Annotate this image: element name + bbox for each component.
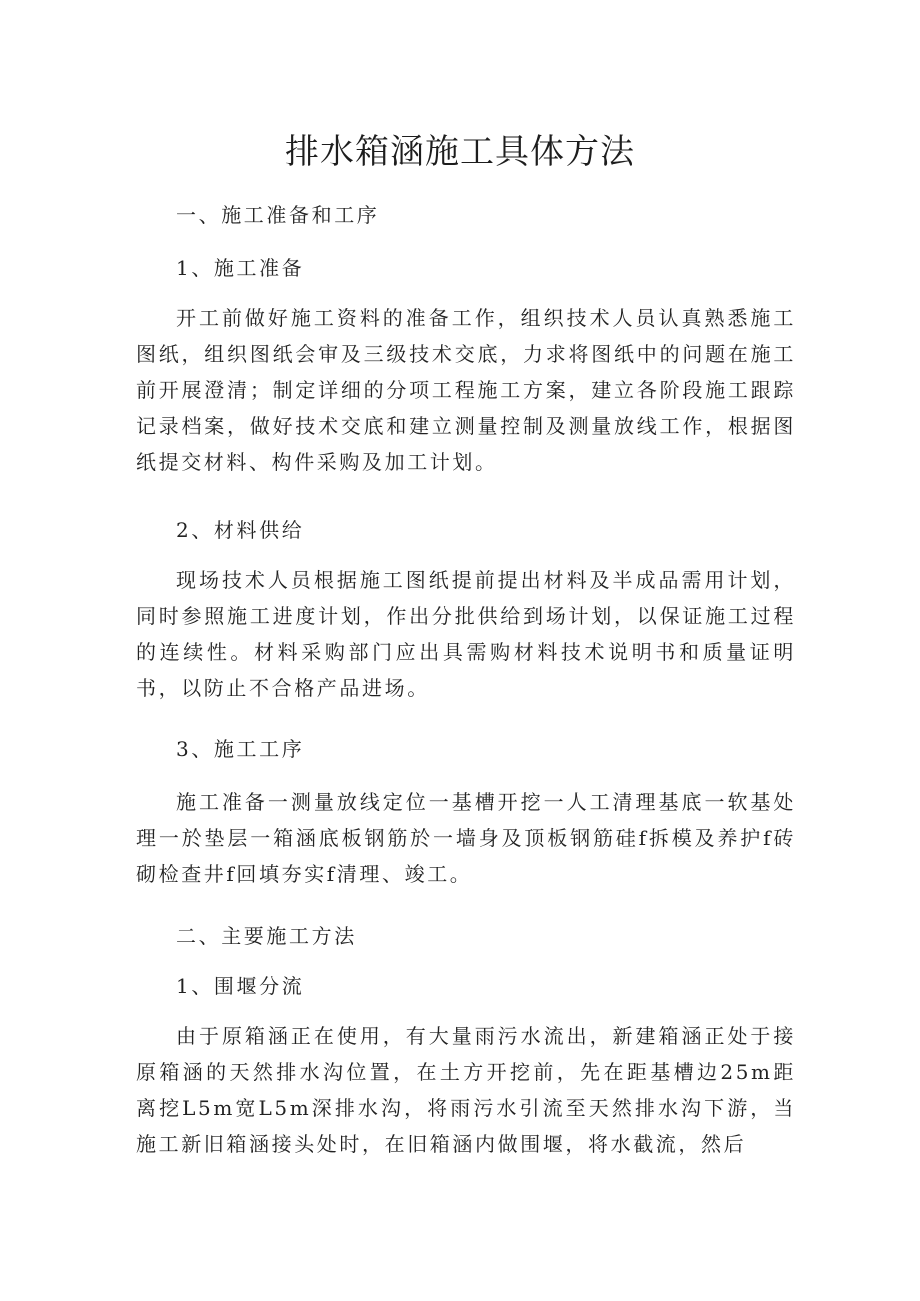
paragraph-construction-preparation: 开工前做好施工资料的准备工作，组织技术人员认真熟悉施工图纸，组织图纸会审及三级技术交底，力求将图纸中的问题在施工前开展澄清；制定详细的分项工程施工方案，建立各阶段施工跟踪记录档案，做好技术交底和建立测量控制及测量放线工作，根据图纸提交材料、构件采购及加工计划。 bbox=[136, 306, 796, 474]
paragraph-material-supply: 现场技术人员根据施工图纸提前提出材料及半成品需用计划，同时参照施工进度计划，作出分批供给到场计划，以保证施工过程的连续性。材料采购部门应出具需购材料技术说明书和质量证明书，以防止不合格产品进场。 bbox=[136, 568, 796, 700]
subsection-heading-1-3: 3、施工工序 bbox=[176, 737, 305, 761]
subsection-heading-1-2: 2、材料供给 bbox=[176, 518, 305, 542]
subsection-heading-2-1: 1、围堰分流 bbox=[176, 974, 305, 998]
paragraph-construction-sequence: 施工准备一测量放线定位一基槽开挖一人工清理基底一软基处理一於垫层一箱涵底板钢筋於一墙身及顶板钢筋硅f拆模及养护f砖砌检查井f回填夯实f清理、竣工。 bbox=[136, 790, 796, 886]
document-title: 排水箱涵施工具体方法 bbox=[285, 132, 635, 172]
paragraph-cofferdam-diversion: 由于原箱涵正在使用，有大量雨污水流出，新建箱涵正处于接原箱涵的天然排水沟位置，在土方开挖前，先在距基槽边25m距离挖L5m宽L5m深排水沟，将雨污水引流至天然排水沟下游，当施工新旧箱涵接头处时，在旧箱涵内做围堰，将水截流，然后 bbox=[136, 1024, 796, 1156]
section-heading-1: 一、施工准备和工序 bbox=[176, 203, 380, 227]
subsection-heading-1-1: 1、施工准备 bbox=[176, 256, 305, 280]
section-heading-2: 二、主要施工方法 bbox=[176, 924, 357, 948]
